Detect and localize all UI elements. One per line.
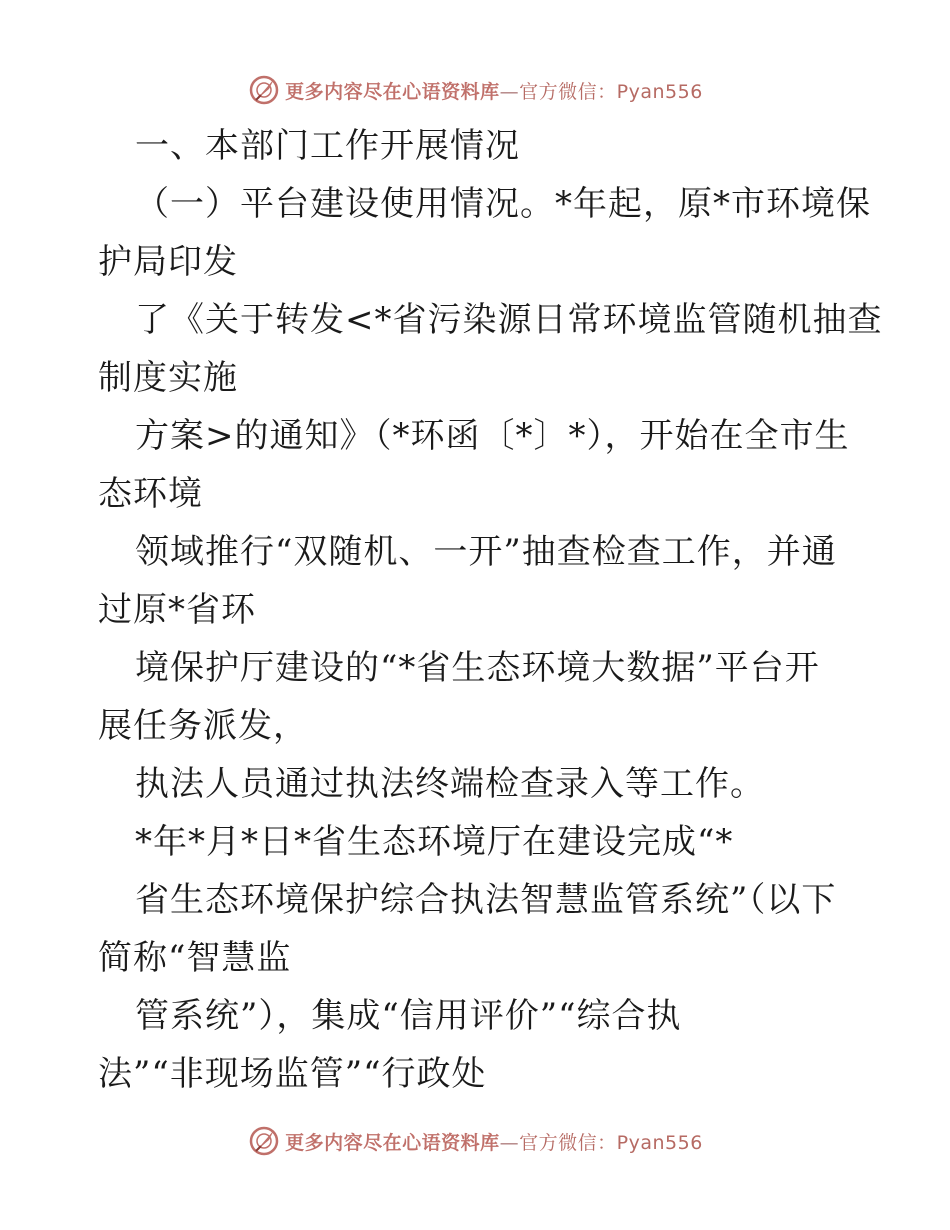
text-line: 制度实施 [98, 358, 238, 398]
text-line: 了《关于转发<*省污染源日常环境监管随机抽查 [135, 300, 883, 340]
text-line: 过原*省环 [98, 590, 256, 630]
footer-watermark [0, 1121, 950, 1161]
text-line: 执法人员通过执法终端检查录入等工作。 [135, 764, 765, 804]
text-line: 护局印发 [98, 242, 238, 282]
watermark-text [285, 77, 703, 104]
text-line: 管系统”），集成“信用评价”“综合执 [135, 996, 682, 1036]
text-line: 省生态环境保护综合执法智慧监管系统”（以下 [135, 880, 837, 920]
watermark-separator: — [499, 1131, 520, 1154]
watermark-main: 更多内容尽在心语资料库 [285, 80, 500, 103]
quill-logo-icon [247, 73, 281, 107]
text-line: 展任务派发， [98, 706, 308, 746]
text-line: （一）平台建设使用情况。*年起，原*市环境保 [135, 184, 871, 224]
text-line: 领域推行“双随机、一开”抽查检查工作，并通 [135, 532, 837, 572]
text-line: 方案>的通知》（*环函〔*〕*），开始在全市生 [135, 416, 850, 456]
watermark-wechat: 官方微信：Pyan556 [519, 1131, 703, 1154]
watermark-main: 更多内容尽在心语资料库 [285, 1131, 500, 1154]
watermark-separator: — [499, 80, 520, 103]
text-line: 态环境 [98, 474, 203, 514]
header-watermark [0, 70, 950, 110]
watermark-text [285, 1128, 703, 1155]
text-line: *年*月*日*省生态环境厅在建设完成“* [135, 822, 734, 862]
text-line: 境保护厅建设的“*省生态环境大数据”平台开 [135, 648, 820, 688]
text-line: 法”“非现场监管”“行政处 [98, 1054, 487, 1094]
quill-logo-icon [247, 1124, 281, 1158]
text-line: 简称“智慧监 [98, 938, 292, 978]
document-body [98, 117, 883, 1103]
text-line: 一、本部门工作开展情况 [135, 126, 520, 166]
watermark-wechat: 官方微信：Pyan556 [519, 80, 703, 103]
